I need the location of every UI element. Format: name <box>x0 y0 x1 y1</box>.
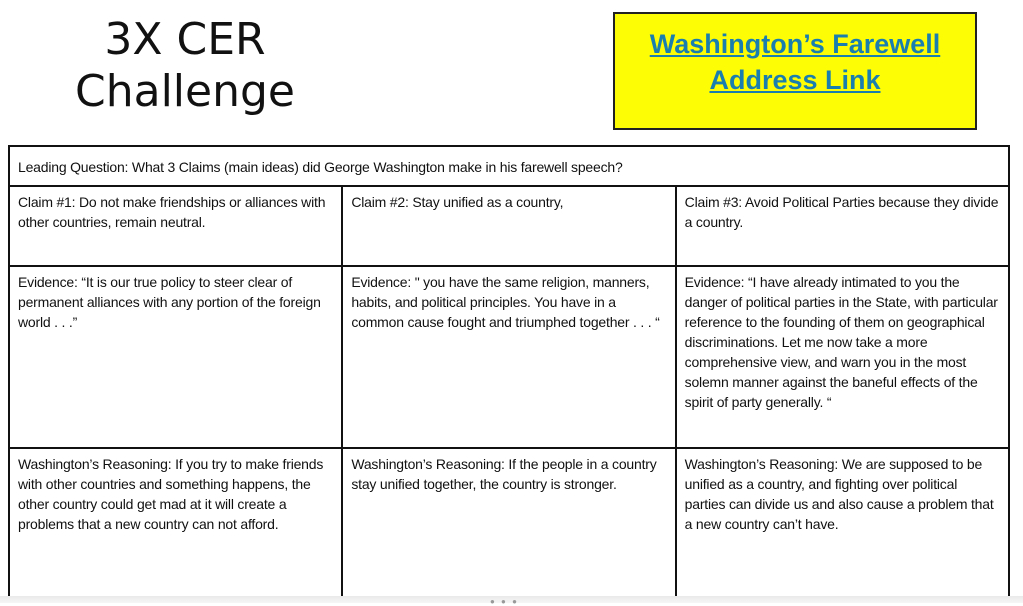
link-line-1: Washington’s Farewell <box>649 29 941 59</box>
title-line-1: 3X CER <box>104 14 266 65</box>
leading-question-cell[interactable]: Leading Question: What 3 Claims (main ideas) did George Washington make in his farewell speech? <box>9 146 1009 186</box>
cer-table <box>8 145 1010 599</box>
table-row-question <box>9 146 1009 186</box>
claim-2-cell[interactable]: Claim #2: Stay unified as a country, <box>342 186 675 266</box>
farewell-address-link-box <box>613 12 977 130</box>
table-row-evidence <box>9 266 1009 448</box>
claim-3-cell[interactable]: Claim #3: Avoid Political Parties because they divide a country. <box>676 186 1009 266</box>
reasoning-1-cell[interactable]: Washington’s Reasoning: If you try to make friends with other countries and something happens, the other country could get mad at it will create a problems that a new country can not afford. <box>9 448 342 598</box>
evidence-2-cell[interactable]: Evidence: " you have the same religion, manners, habits, and political principles. You have in a common cause fought and triumphed together . . . “ <box>342 266 675 448</box>
evidence-1-cell[interactable]: Evidence: “It is our true policy to steer clear of permanent alliances with any portion of the foreign world . . .” <box>9 266 342 448</box>
more-options-icon[interactable]: ● ● ● <box>490 597 519 606</box>
farewell-address-link[interactable] <box>650 29 941 95</box>
title-line-2: Challenge <box>75 66 295 117</box>
table-row-claims <box>9 186 1009 266</box>
claim-1-cell[interactable]: Claim #1: Do not make friendships or alliances with other countries, remain neutral. <box>9 186 342 266</box>
table-row-reasoning <box>9 448 1009 598</box>
page-title <box>30 14 340 118</box>
reasoning-3-cell[interactable]: Washington’s Reasoning: We are supposed to be unified as a country, and fighting over political parties can divide us and also cause a problem that a new country can’t have. <box>676 448 1009 598</box>
reasoning-2-cell[interactable]: Washington’s Reasoning: If the people in a country stay unified together, the country is stronger. <box>342 448 675 598</box>
evidence-3-cell[interactable]: Evidence: “I have already intimated to you the danger of political parties in the State, with particular reference to the founding of them on geographical discriminations. Let me now take a more comprehensive view, and warn you in the most solemn manner against the baneful effects of the spirit of party generally. “ <box>676 266 1009 448</box>
link-line-2: Address Link <box>709 65 881 95</box>
